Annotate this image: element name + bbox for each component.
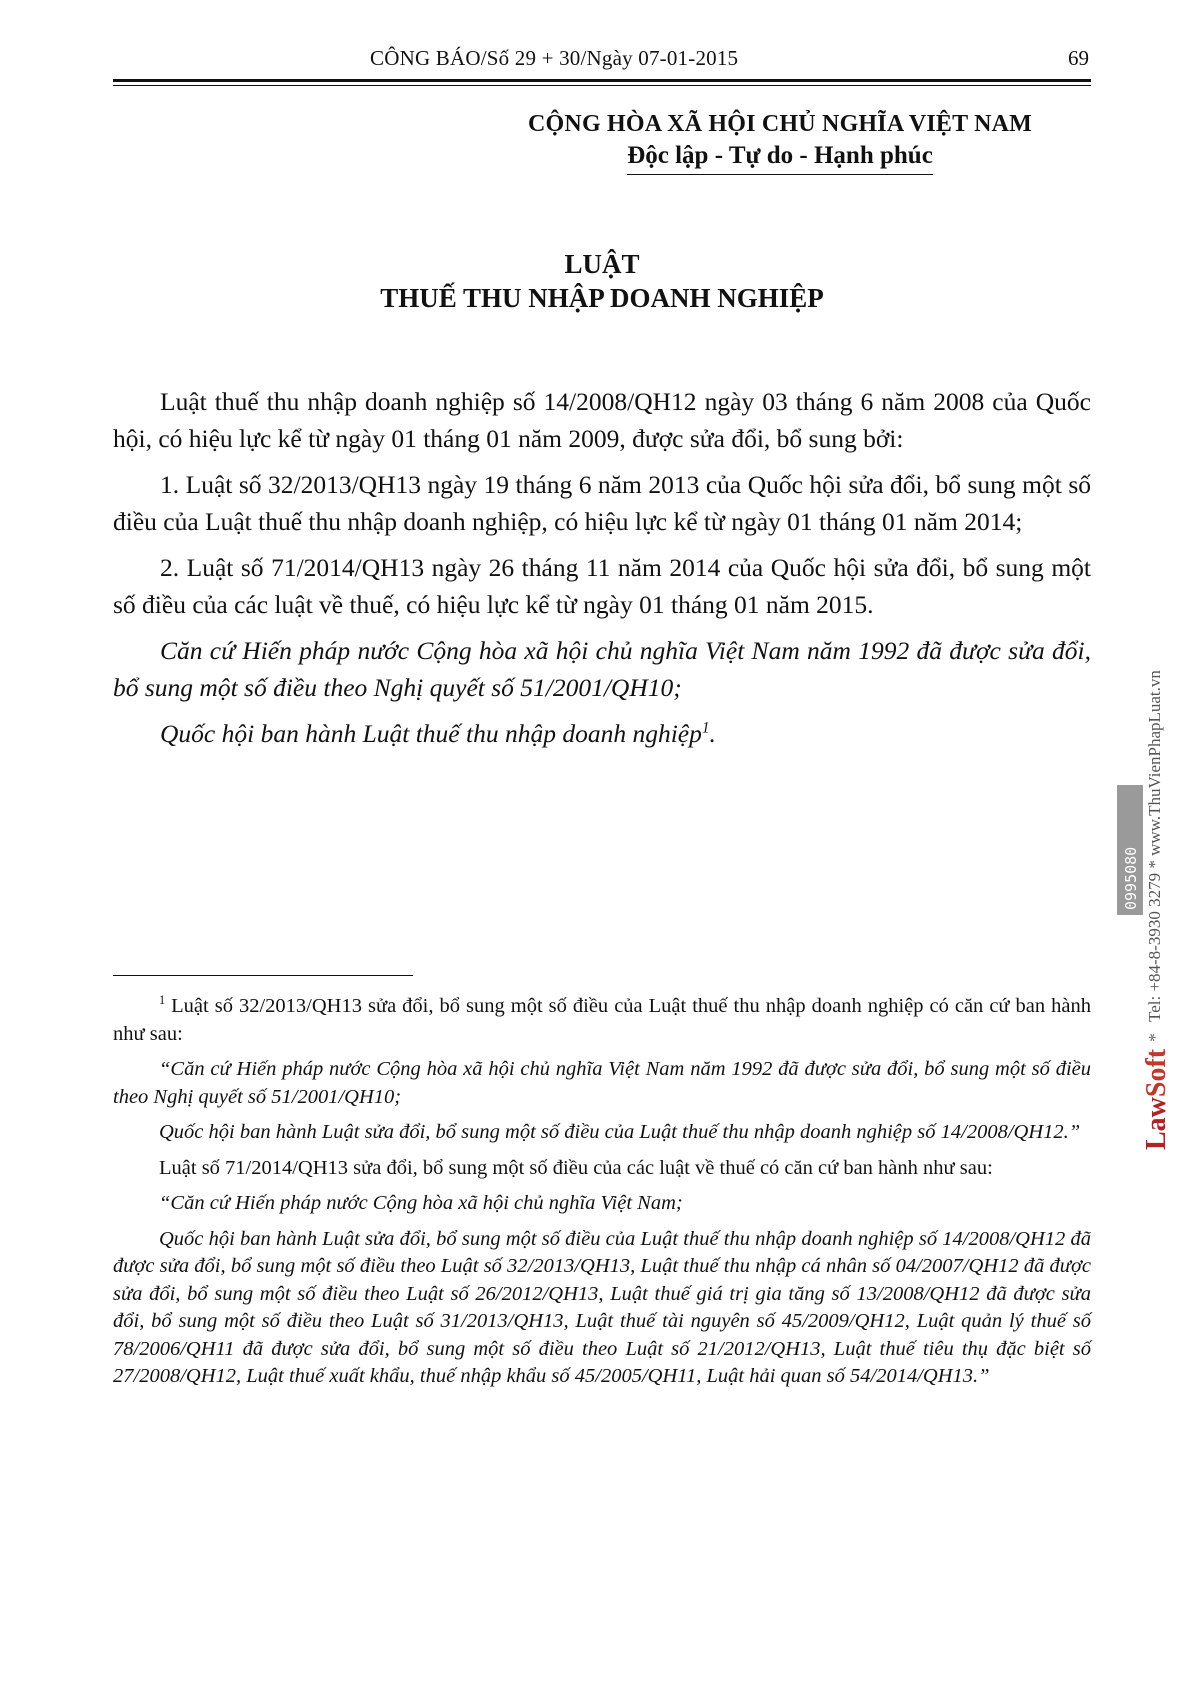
amendment-item-1: 1. Luật số 32/2013/QH13 ngày 19 tháng 6 năm 2013 của Quốc hội sửa đổi, bổ sung một số điều của Luật thuế thu nhập doanh nghiệp, có hiệu lực kể từ ngày 01 tháng 01 năm 2014; — [113, 470, 1091, 536]
body-text — [113, 383, 1091, 761]
law-title-line2: THUẾ THU NHẬP DOANH NGHIỆP — [380, 283, 824, 313]
motto-slogan: Độc lập - Tự do - Hạnh phúc — [627, 140, 933, 175]
enactment-statement — [113, 715, 1091, 752]
watermark-hotline: 0995080 — [1122, 846, 1140, 910]
lawsoft-watermark — [1105, 560, 1195, 1180]
gazette-header: CÔNG BÁO/Số 29 + 30/Ngày 07-01-2015 — [370, 46, 739, 70]
footnote-reference[interactable]: 1 — [701, 719, 710, 737]
footnote-marker: 1 — [159, 993, 166, 1008]
watermark-contact: Tel: +84-8-3930 3279 * www.ThuVienPhapLuat.vn — [1145, 670, 1164, 1022]
header-rule-thin — [113, 85, 1091, 86]
footnote-1-text: Luật số 32/2013/QH13 sửa đổi, bổ sung một số điều của Luật thuế thu nhập doanh nghiệp có căn cứ ban hành như sau: — [113, 995, 1091, 1045]
footnote-quote-basis-1: “Căn cứ Hiến pháp nước Cộng hòa xã hội chủ nghĩa Việt Nam năm 1992 đã được sửa đổi, bổ sung một số điều theo Nghị quyết số 51/2001/QH10; — [113, 1058, 1091, 1108]
watermark-rotated-group — [1141, 670, 1172, 1150]
footnotes — [113, 993, 1091, 1399]
page-number: 69 — [1068, 46, 1089, 70]
footnote-quote-enactment-1: Quốc hội ban hành Luật sửa đổi, bổ sung một số điều của Luật thuế thu nhập doanh nghiệp số 14/2008/QH12.” — [159, 1121, 1081, 1143]
watermark-brand — [1141, 1048, 1172, 1150]
law-title-line1: LUẬT — [564, 249, 640, 279]
amendment-item-2: 2. Luật số 71/2014/QH13 ngày 26 tháng 11 năm 2014 của Quốc hội sửa đổi, bổ sung một số điều của các luật về thuế, có hiệu lực kể từ ngày 01 tháng 01 năm 2015. — [113, 553, 1091, 619]
footnote-quote-basis-2: “Căn cứ Hiến pháp nước Cộng hòa xã hội chủ nghĩa Việt Nam; — [159, 1192, 683, 1214]
footnote-separator — [113, 975, 413, 976]
watermark-brand-law: Law — [1141, 1097, 1172, 1150]
country-name: CỘNG HÒA XÃ HỘI CHỦ NGHĨA VIỆT NAM — [528, 111, 1032, 137]
watermark-brand-soft: Soft — [1141, 1048, 1172, 1098]
footnote-1 — [113, 993, 1091, 1048]
footnote-paragraph-2: Luật số 71/2014/QH13 sửa đổi, bổ sung một số điều của các luật về thuế có căn cứ ban hành như sau: — [159, 1156, 993, 1179]
watermark-star: * — [1145, 1033, 1165, 1042]
national-motto — [440, 108, 1120, 175]
intro-paragraph: Luật thuế thu nhập doanh nghiệp số 14/2008/QH12 ngày 03 tháng 6 năm 2008 của Quốc hội, có hiệu lực kể từ ngày 01 tháng 01 năm 2009, được sửa đổi, bổ sung bởi: — [113, 387, 1091, 453]
law-title — [113, 247, 1091, 315]
enactment-period: . — [709, 719, 716, 748]
watermark-hotline-group — [1122, 847, 1140, 910]
legal-basis: Căn cứ Hiến pháp nước Cộng hòa xã hội chủ nghĩa Việt Nam năm 1992 đã được sửa đổi, bổ sung một số điều theo Nghị quyết số 51/2001/QH10; — [113, 636, 1091, 702]
footnote-quote-enactment-2: Quốc hội ban hành Luật sửa đổi, bổ sung một số điều của Luật thuế thu nhập doanh nghiệp số 14/2008/QH12 đã được sửa đổi, bổ sung một số điều theo Luật số 32/2013/QH13, Luật thuế thu nhập cá nhân số 04/2007/QH12 đã được sửa đổi, bổ sung một số điều theo Luật số 26/2012/QH13, Luật thuế giá trị gia tăng số 13/2008/QH12 đã được sửa đổi, bổ sung một số điều theo Luật số 31/2013/QH13, Luật thuế tài nguyên số 45/2009/QH12, Luật quản lý thuế số 78/2006/QH11 đã được sửa đổi, bổ sung một số điều theo Luật số 21/2012/QH13, Luật thuế tiêu thụ đặc biệt số 27/2008/QH12, Luật thuế xuất khẩu, thuế nhập khẩu số 45/2005/QH11, Luật hải quan số 54/2014/QH13.” — [113, 1227, 1091, 1387]
enactment-text: Quốc hội ban hành Luật thuế thu nhập doanh nghiệp — [160, 719, 702, 748]
header-rule — [113, 79, 1091, 82]
